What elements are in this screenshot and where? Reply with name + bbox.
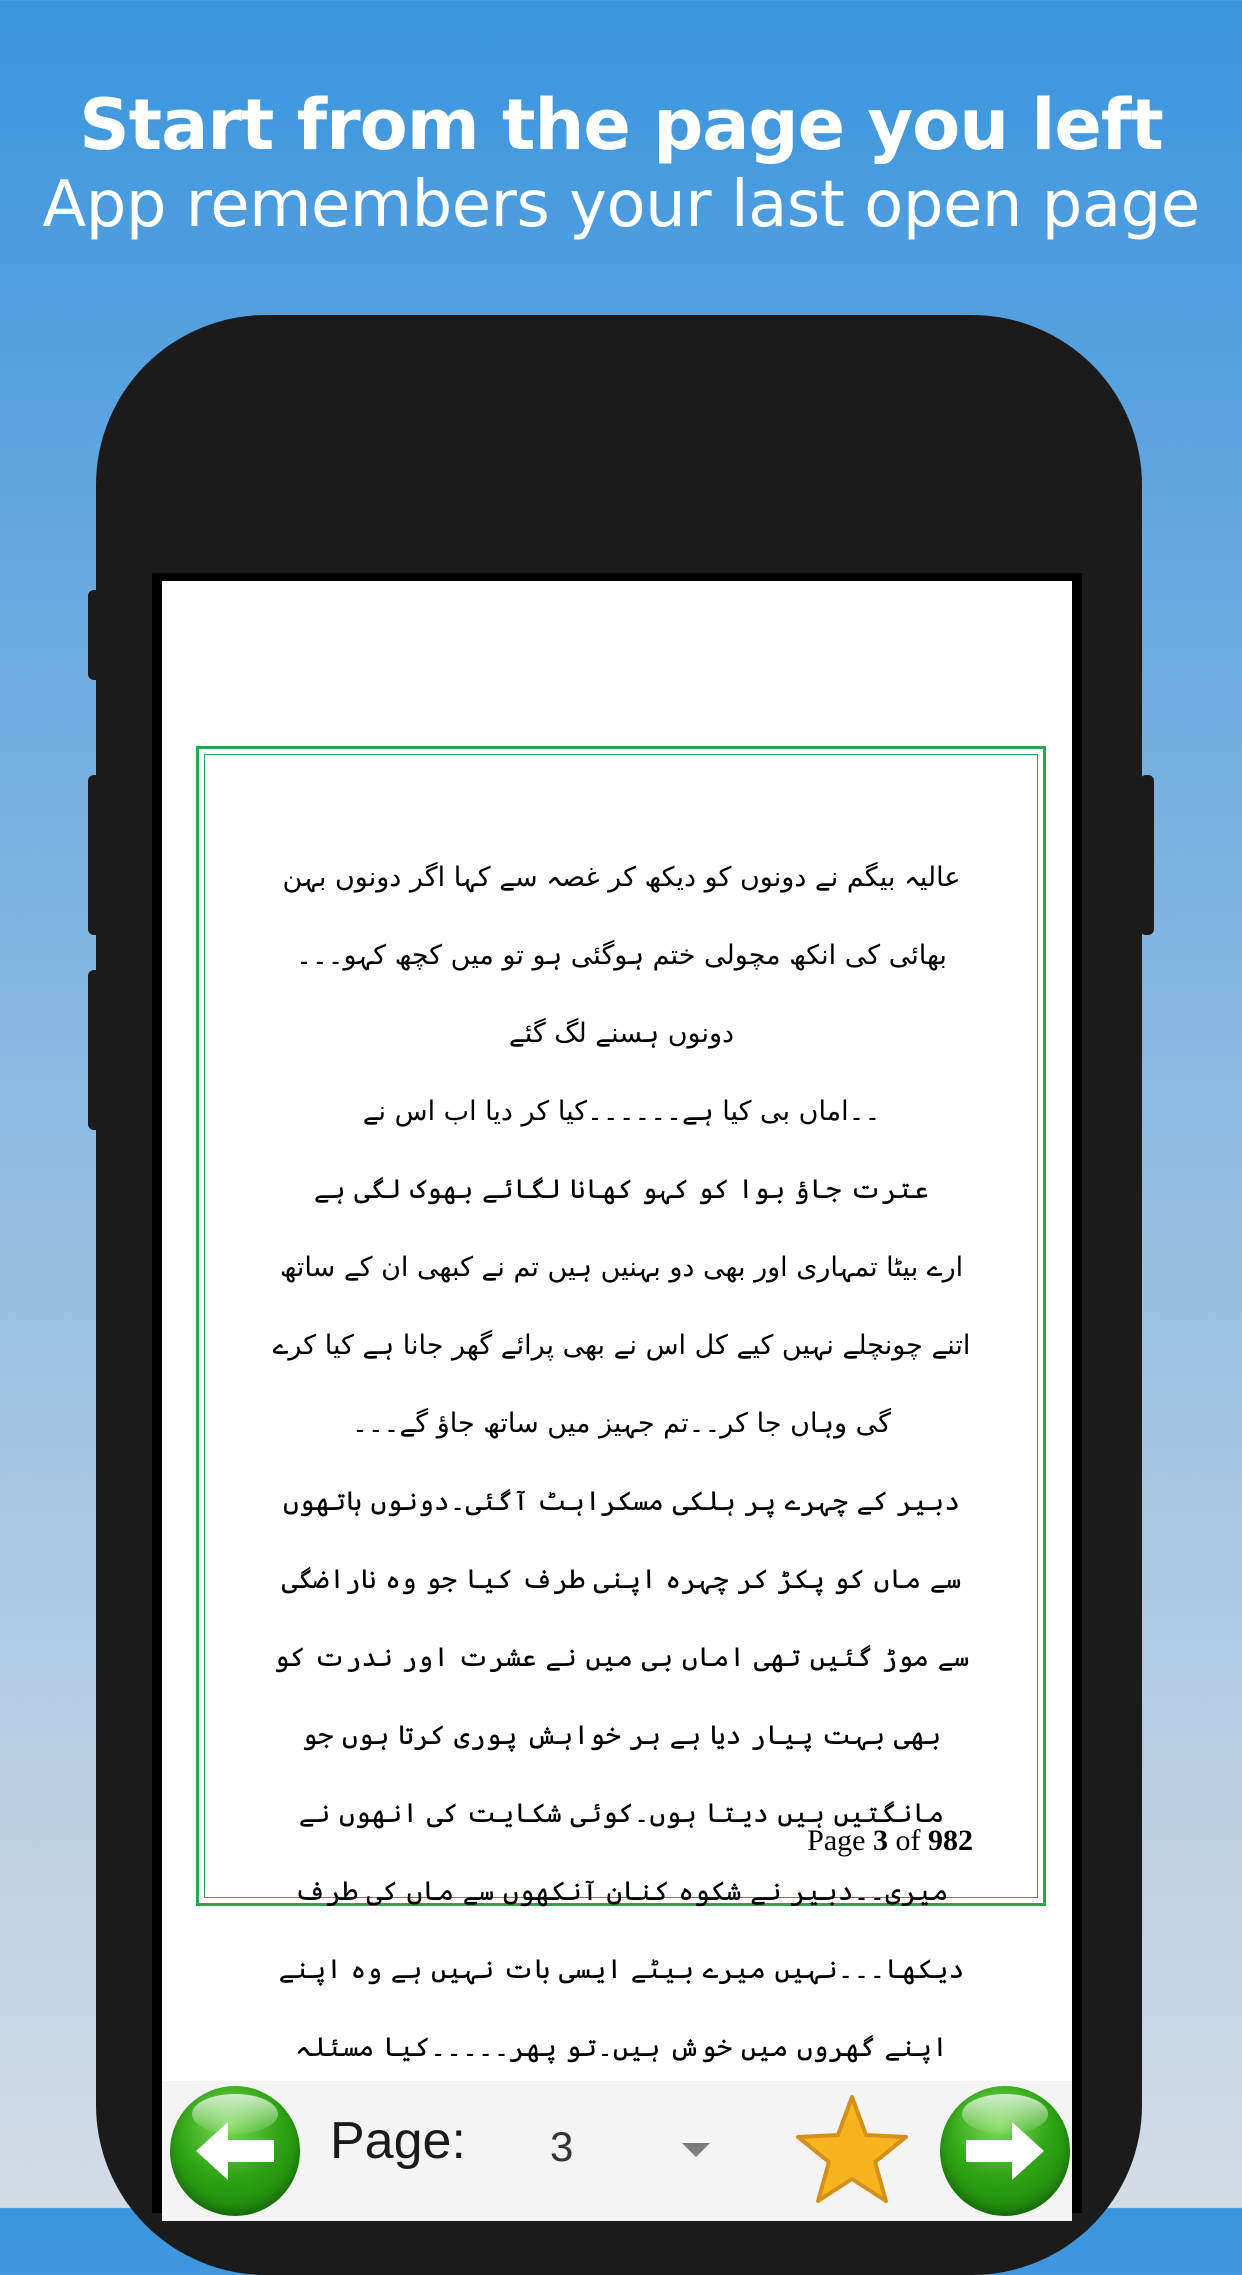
page-number-dropdown[interactable] [542,2103,732,2193]
chevron-down-icon [682,2143,710,2157]
paragraph: عترت جاؤ بوا کو کہو کھانا لگائے بھوک لگی ہے [313,1174,930,1205]
phone-screen [152,573,1082,2213]
current-page-number: 3 [873,1824,888,1857]
bottom-toolbar [162,2081,1072,2221]
phone-power-button [1140,775,1154,935]
page-text [269,839,974,2165]
page-label: Page: [330,2112,466,2170]
headline-subtitle: App remembers your last open page [42,168,1200,242]
book-page [196,746,1046,2063]
total-pages-number: 982 [928,1824,973,1857]
arrow-right-icon [962,2118,1048,2184]
headline-title: Start from the page you left [79,84,1163,166]
page-word: Page [807,1824,866,1857]
paragraph: عالیہ بیگم نے دونوں کو دیکھ کر غصہ سے کہا اگر دونوں بہن بھائی کی انکھ مچولی ختم ہوگئی ہو تو میں کچھ کہو۔۔۔دونوں ہسنے لگ گئے [282,862,961,1049]
of-word: of [895,1824,921,1857]
star-icon[interactable] [792,2091,912,2211]
next-page-button[interactable] [940,2086,1070,2216]
reader-view[interactable] [162,581,1072,2221]
previous-page-button[interactable] [170,2086,300,2216]
page-number-value: 3 [550,2123,574,2170]
paragraph: ۔۔اماں بی کیا ہے۔۔۔۔۔۔کیا کر دیا اب اس نے [362,1096,881,1127]
paragraph: دبیر کے چہرے پر ہلکی مسکراہٹ آگئی۔دونوں ہاتھوں سے ماں کو پکڑ کر چہرہ اپنی طرف کیا جو وہ ناراضگی سے موڑ گئیں تھی اماں بی میں نے عشرت اور ندرت کو بھی بہت پیار دیا ہے ہر خواہش پوری کرتا ہوں جو مانگتیں ہیں دیتا ہوں۔کوئی شکایت کی انھوں نے میری۔۔دبیر نے شکوہ کنان آنکھوں سے ماں کی طرف دیکھا۔۔۔نہیں میرے بیٹے ایسی بات نہیں ہے وہ اپنے اپنے گھروں میں خوش ہیں۔تو پھر۔۔۔۔۔کیا مسئلہ [273,1486,970,2063]
paragraph: ارے بیٹا تمہاری اور بھی دو بہنیں ہیں تم نے کبھی ان کے ساتھ اتنے چونچلے نہیں کیے کل اس نے بھی پرائے گھر جانا ہے کیا کرے گی وہاں جا کر۔۔تم جہیز میں ساتھ جاؤ گے۔۔۔ [272,1252,971,1439]
page-indicator [807,1824,973,1858]
arrow-left-icon [192,2118,278,2184]
